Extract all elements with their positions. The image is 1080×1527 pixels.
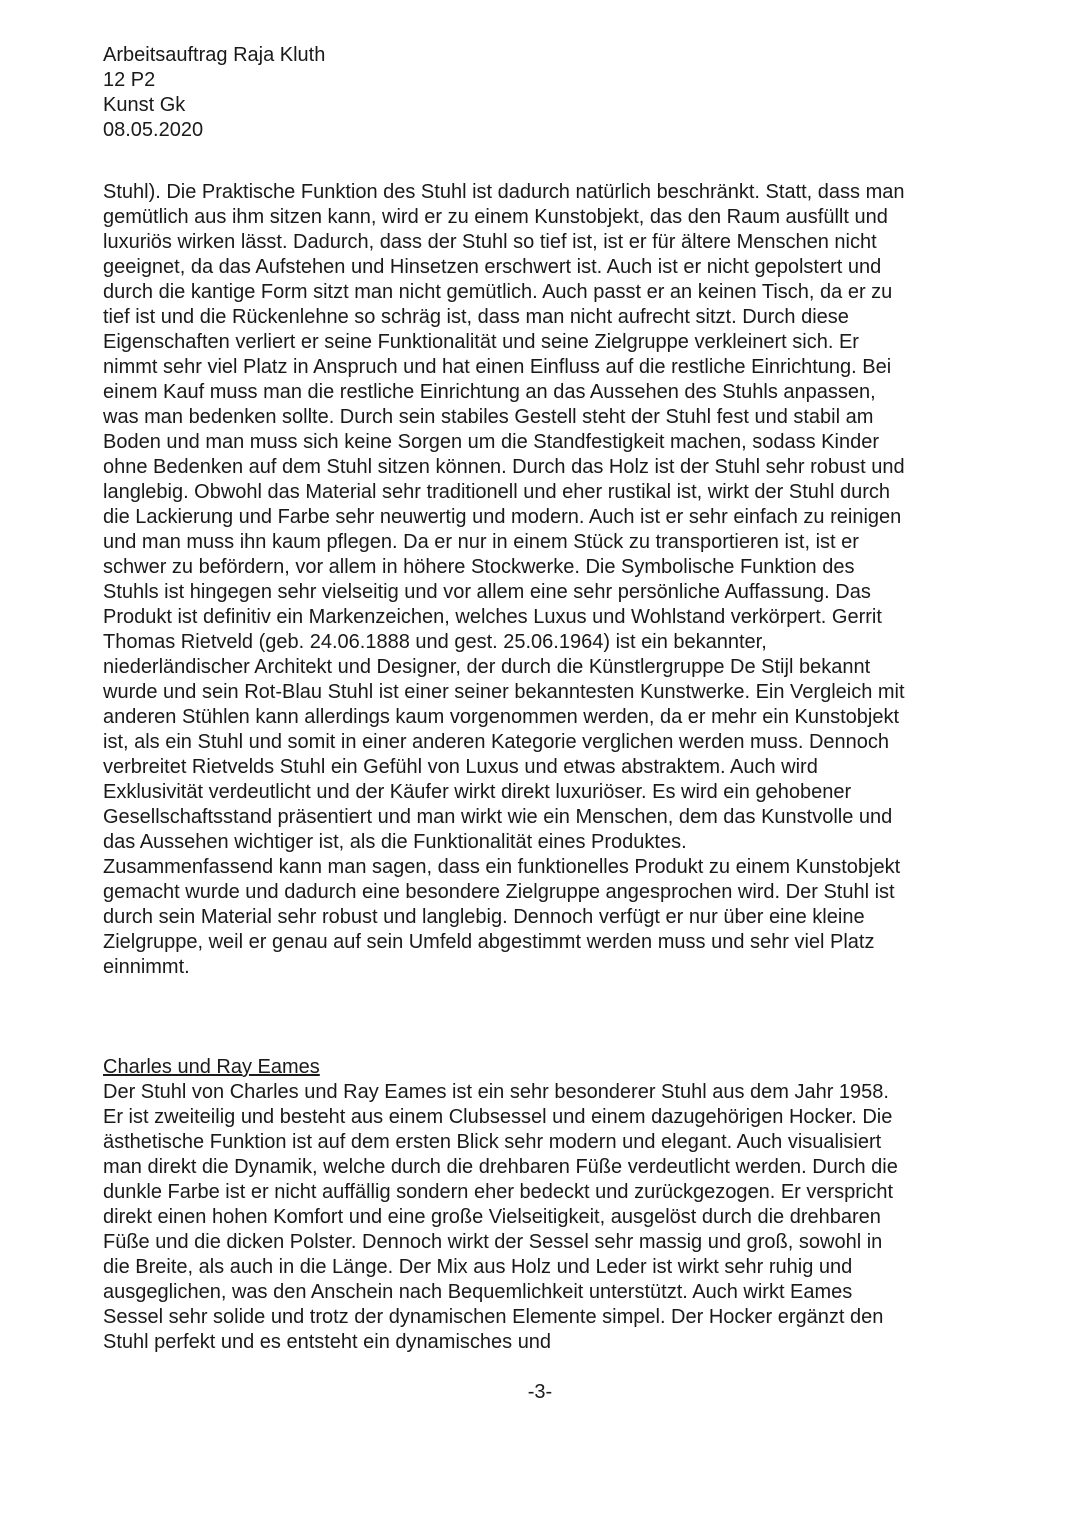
- body-line: Exklusivität verdeutlicht und der Käufer wirkt direkt luxuriöser. Es wird ein gehobener: [103, 781, 852, 803]
- body-line: tief ist und die Rückenlehne so schräg ist, dass man nicht aufrecht sitzt. Durch diese: [103, 306, 849, 328]
- body-line: Eigenschaften verliert er seine Funktionalität und seine Zielgruppe verkleinert sich. Er: [103, 331, 859, 353]
- section-line: direkt einen hohen Komfort und eine große Vielseitigkeit, ausgelöst durch die drehbaren: [103, 1206, 881, 1228]
- body-line: durch sein Material sehr robust und langlebig. Dennoch verfügt er nur über eine kleine: [103, 906, 865, 928]
- body-line: gemütlich aus ihm sitzen kann, wird er zu einem Kunstobjekt, das den Raum ausfüllt und: [103, 206, 888, 228]
- body-line: einnimmt.: [103, 956, 190, 978]
- body-line: was man bedenken sollte. Durch sein stabiles Gestell steht der Stuhl fest und stabil am: [103, 406, 874, 428]
- body-line: anderen Stühlen kann allerdings kaum vorgenommen werden, da er mehr ein Kunstobjekt: [103, 706, 900, 728]
- body-line: nimmt sehr viel Platz in Anspruch und hat einen Einfluss auf die restliche Einrichtung. Bei: [103, 356, 892, 378]
- body-line: ohne Bedenken auf dem Stuhl sitzen können. Durch das Holz ist der Stuhl sehr robust und: [103, 456, 905, 478]
- eames-section: [103, 1055, 983, 1355]
- body-line: Gesellschaftsstand präsentiert und man wirkt wie ein Menschen, dem das Kunstvolle und: [103, 806, 893, 828]
- section-line: Sessel sehr solide und trotz der dynamischen Elemente simpel. Der Hocker ergänzt den: [103, 1306, 884, 1328]
- section-line: ästhetische Funktion ist auf dem ersten Blick sehr modern und elegant. Auch visualisiert: [103, 1131, 882, 1153]
- body-line: Produkt ist definitiv ein Markenzeichen, welches Luxus und Wohlstand verkörpert. Gerrit: [103, 606, 882, 628]
- body-line: Stuhls ist hingegen sehr vielseitig und vor allem eine sehr persönliche Auffassung. Das: [103, 581, 871, 603]
- body-line: schwer zu befördern, vor allem in höhere Stockwerke. Die Symbolische Funktion des: [103, 556, 855, 578]
- body-text: [103, 180, 983, 980]
- body-line: luxuriös wirken lässt. Dadurch, dass der Stuhl so tief ist, ist er für ältere Menschen nicht: [103, 231, 877, 253]
- body-line: Thomas Rietveld (geb. 24.06.1888 und gest. 25.06.1964) ist ein bekannter,: [103, 631, 767, 653]
- body-line: und man muss ihn kaum pflegen. Da er nur in einem Stück zu transportieren ist, ist er: [103, 531, 859, 553]
- section-line: die Breite, als auch in die Länge. Der Mix aus Holz und Leder ist wirkt sehr ruhig und: [103, 1256, 853, 1278]
- section-line: Stuhl perfekt und es entsteht ein dynamisches und: [103, 1331, 552, 1353]
- body-line: Boden und man muss sich keine Sorgen um die Standfestigkeit machen, sodass Kinder: [103, 431, 879, 453]
- body-line: das Aussehen wichtiger ist, als die Funktionalität eines Produktes.: [103, 831, 687, 853]
- header-subject: Kunst Gk: [103, 94, 186, 116]
- section-line: ausgeglichen, was den Anschein nach Bequemlichkeit unterstützt. Auch wirkt Eames: [103, 1281, 853, 1303]
- section-line: Er ist zweiteilig und besteht aus einem Clubsessel und einem dazugehörigen Hocker. Die: [103, 1106, 893, 1128]
- body-line: niederländischer Architekt und Designer, der durch die Künstlergruppe De Stijl bekannt: [103, 656, 871, 678]
- header-date: 08.05.2020: [103, 119, 204, 141]
- body-line: Zielgruppe, weil er genau auf sein Umfeld abgestimmt werden muss und sehr viel Platz: [103, 931, 875, 953]
- body-line: durch die kantige Form sitzt man nicht gemütlich. Auch passt er an keinen Tisch, da er zu: [103, 281, 893, 303]
- body-line: einem Kauf muss man die restliche Einrichtung an das Aussehen des Stuhls anpassen,: [103, 381, 876, 403]
- body-line: wurde und sein Rot-Blau Stuhl ist einer seiner bekanntesten Kunstwerke. Ein Vergleich mit: [103, 681, 905, 703]
- body-line: die Lackierung und Farbe sehr neuwertig und modern. Auch ist er sehr einfach zu reinigen: [103, 506, 902, 528]
- document-header: [103, 43, 325, 143]
- page-number: -3-: [527, 1381, 553, 1403]
- section-line: dunkle Farbe ist er nicht auffällig sondern eher bedeckt und zurückgezogen. Er verspricht: [103, 1181, 894, 1203]
- body-line: gemacht wurde und dadurch eine besondere Zielgruppe angesprochen wird. Der Stuhl ist: [103, 881, 895, 903]
- body-line: langlebig. Obwohl das Material sehr traditionell und eher rustikal ist, wirkt der Stuhl durch: [103, 481, 891, 503]
- section-line: Füße und die dicken Polster. Dennoch wirkt der Sessel sehr massig und groß, sowohl in: [103, 1231, 883, 1253]
- header-assignment-title: Arbeitsauftrag Raja Kluth: [103, 44, 326, 66]
- section-line: man direkt die Dynamik, welche durch die drehbaren Füße verdeutlicht werden. Durch die: [103, 1156, 898, 1178]
- body-line: verbreitet Rietvelds Stuhl ein Gefühl von Luxus und etwas abstraktem. Auch wird: [103, 756, 818, 778]
- header-class: 12 P2: [103, 69, 156, 91]
- section-line: Der Stuhl von Charles und Ray Eames ist ein sehr besonderer Stuhl aus dem Jahr 1958.: [103, 1081, 889, 1103]
- body-line: geeignet, da das Aufstehen und Hinsetzen erschwert ist. Auch ist er nicht gepolstert und: [103, 256, 882, 278]
- body-line: Zusammenfassend kann man sagen, dass ein funktionelles Produkt zu einem Kunstobjekt: [103, 856, 901, 878]
- body-line: ist, als ein Stuhl und somit in einer anderen Kategorie verglichen werden muss. Dennoch: [103, 731, 889, 753]
- body-line: Stuhl). Die Praktische Funktion des Stuhl ist dadurch natürlich beschränkt. Statt, dass man: [103, 181, 905, 203]
- section-heading: Charles und Ray Eames: [103, 1056, 320, 1078]
